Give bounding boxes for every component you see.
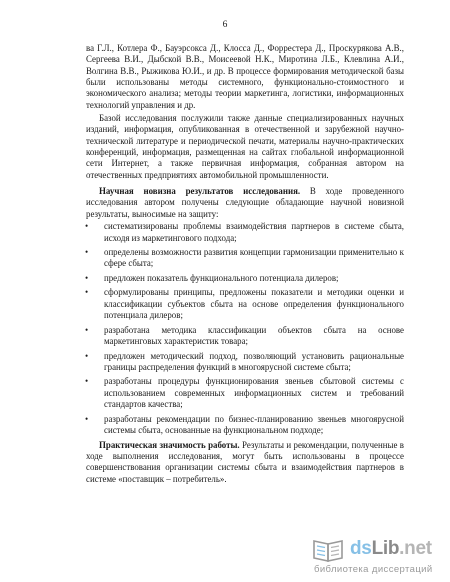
list-item-text: разработана методика классификации объектов сбыта на основе маркетинговых характеристик товара; [104, 324, 404, 346]
bullet-icon: • [85, 350, 89, 361]
novelty-heading: Научная новизна результатов исследования. [99, 186, 301, 197]
dslib-watermark [312, 537, 446, 577]
bullet-icon: • [85, 272, 89, 283]
list-item [86, 351, 404, 374]
paragraph-methods: ва Г.Л., Котлера Ф., Бауэрсокса Д., Клосса Д., Форрестера Д., Проскурякова А.В., Сергеева В.И., Дыбской В.В., Моисеевой Н.К., Миротина Л.Б., Клевлина А.И., Волгина В.В., Рыжикова Ю.И., и др. В процессе формирования методической базы были использованы методы системного, функционально-стоимостного и экономического анализа; методы теории маркетинга, логистики, информационных технологий управления и др. [86, 43, 404, 110]
bullet-icon: • [85, 324, 89, 335]
bullet-icon: • [85, 247, 89, 258]
bullet-icon: • [85, 221, 89, 232]
practical-heading: Практическая значимость работы. [99, 439, 240, 450]
list-item [86, 325, 404, 348]
page-number: 6 [222, 20, 228, 30]
list-item [86, 221, 404, 244]
novelty-results-list [86, 221, 404, 436]
bullet-icon: • [85, 413, 89, 424]
list-item [86, 414, 404, 437]
list-item-text: разработаны процедуры функционирования звеньев сбытовой системы с использованием современных информационных систем и требований стандартов качества; [104, 376, 404, 410]
list-item-text: предложен показатель функционального потенциала дилеров; [104, 272, 339, 283]
dslib-brand: dsLib.net [350, 538, 432, 559]
paragraph-research-base: Базой исследования послужили также данные специализированных научных изданий, информация, опубликованная в отечественной и зарубежной научно-технической литературе и периодической печати, материалы научно-практических конференций, информация, размещенная на сайтах глобальной информационной сети Интернет, а также первичная информация, собранная автором на отечественных предприятиях автомобильной промышленности. [86, 113, 404, 180]
dslib-logo-icon [312, 537, 346, 563]
bullet-icon: • [85, 376, 89, 387]
list-item [86, 287, 404, 321]
paragraph-scientific-novelty [86, 186, 404, 220]
page-body [86, 43, 404, 485]
dslib-tagline: библиотека диссертаций [314, 564, 433, 575]
list-item [86, 273, 404, 284]
list-item-text: предложен методический подход, позволяющий установить рациональные границы распределения функций в многоярусной системе сбыта; [104, 350, 404, 372]
list-item [86, 376, 404, 410]
list-item-text: систематизированы проблемы взаимодействия партнеров в системе сбыта, исходя из маркетингового подхода; [104, 221, 404, 243]
paragraph-practical-significance [86, 440, 404, 485]
list-item-text: сформулированы принципы, предложены показатели и методики оценки и классификации субъектов сбыта на основе определения функционального потенциала дилеров; [104, 287, 404, 321]
practical-text: Результаты и рекомендации, полученные в ходе выполнения исследования, могут быть использованы в процессе совершенствования организации системы сбыта и взаимодействия партнеров в системе «поставщик – потребитель». [86, 439, 404, 484]
novelty-text: В ходе проведенного исследования автором получены следующие обладающие научной новизной результаты, выносимые на защиту: [86, 186, 404, 219]
list-item-text: определены возможности развития концепции гармонизации применительно к сфере сбыта; [104, 247, 404, 269]
bullet-icon: • [85, 287, 89, 298]
list-item [86, 247, 404, 270]
list-item-text: разработаны рекомендации по бизнес-планированию звеньев многоярусной системы сбыта, основанные на функциональном подходе; [104, 413, 404, 435]
